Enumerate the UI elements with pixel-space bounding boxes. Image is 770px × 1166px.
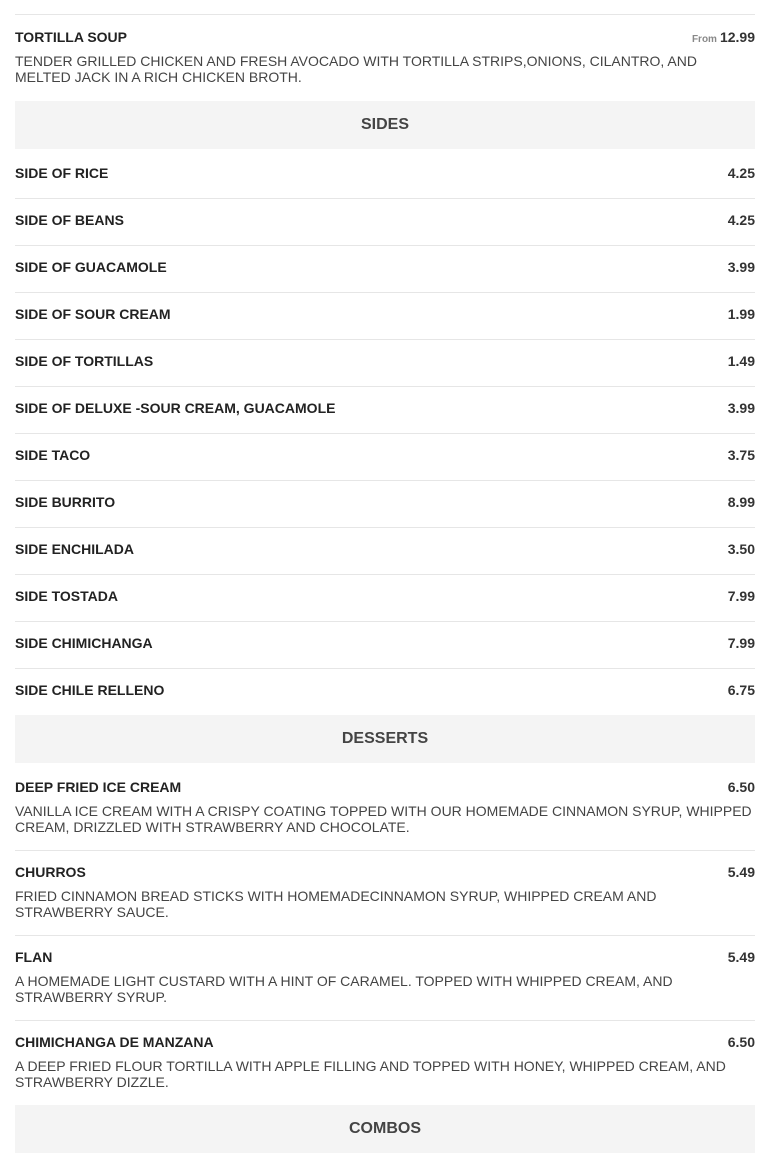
menu-item[interactable] (15, 149, 755, 199)
menu-item[interactable] (15, 528, 755, 575)
item-row (15, 494, 755, 512)
item-row (15, 588, 755, 606)
item-name: DEEP FRIED ICE CREAM (15, 779, 182, 795)
item-row (15, 541, 755, 559)
section-items (15, 763, 755, 1105)
section-header-sides: SIDES (15, 101, 755, 149)
item-row (15, 635, 755, 653)
item-price: 8.99 (727, 494, 755, 510)
item-description: A DEEP FRIED FLOUR TORTILLA WITH APPLE FILLING AND TOPPED WITH HONEY, WHIPPED CREAM, AND STRAWBERRY DIZZLE. (15, 1058, 726, 1090)
item-name: SIDE OF BEANS (15, 212, 124, 228)
item-name: SIDE OF DELUXE -SOUR CREAM, GUACAMOLE (15, 400, 336, 416)
item-name: SIDE ENCHILADA (15, 541, 135, 557)
item-row (15, 447, 755, 465)
item-name: SIDE TACO (15, 447, 91, 463)
item-price: 6.50 (727, 779, 755, 795)
item-row (15, 212, 755, 230)
item-price: 4.25 (727, 212, 755, 228)
item-row (15, 259, 755, 277)
menu-item[interactable] (15, 1021, 755, 1105)
item-price: 1.49 (727, 353, 755, 369)
menu-item[interactable] (15, 434, 755, 481)
item-name: SIDE OF TORTILLAS (15, 353, 154, 369)
item-row (15, 779, 755, 797)
item-name: SIDE OF GUACAMOLE (15, 259, 167, 275)
menu-item[interactable] (15, 293, 755, 340)
item-price: 3.50 (727, 541, 755, 557)
section-header-desserts: DESSERTS (15, 715, 755, 763)
item-name: SIDE CHILE RELLENO (15, 682, 165, 698)
item-name: CHIMICHANGA DE MANZANA (15, 1034, 214, 1050)
item-row (15, 864, 755, 882)
menu (15, 0, 755, 1153)
menu-item[interactable] (15, 246, 755, 293)
item-row (15, 29, 755, 47)
item-row (15, 949, 755, 967)
item-name: CHURROS (15, 864, 86, 880)
item-price: 5.49 (727, 864, 755, 880)
item-name: SIDE CHIMICHANGA (15, 635, 153, 651)
item-price: 4.25 (727, 165, 755, 181)
item-row (15, 682, 755, 700)
menu-item[interactable] (15, 340, 755, 387)
item-name: FLAN (15, 949, 53, 965)
price-prefix: From (691, 34, 717, 45)
item-description: FRIED CINNAMON BREAD STICKS WITH HOMEMADECINNAMON SYRUP, WHIPPED CREAM AND STRAWBERRY SAUCE. (15, 888, 657, 920)
menu-item[interactable] (15, 669, 755, 715)
menu-sections (15, 101, 755, 1153)
menu-item[interactable] (15, 387, 755, 434)
menu-item[interactable] (15, 481, 755, 528)
menu-item[interactable] (15, 936, 755, 1021)
item-row (15, 400, 755, 418)
item-description: VANILLA ICE CREAM WITH A CRISPY COATING TOPPED WITH OUR HOMEMADE CINNAMON SYRUP, WHIPPED CREAM, DRIZZLED WITH STRAWBERRY AND CHOCOLATE. (15, 803, 752, 835)
item-price: 3.75 (727, 447, 755, 463)
item-row (15, 1034, 755, 1052)
item-name: TORTILLA SOUP (15, 29, 127, 45)
item-name: SIDE OF SOUR CREAM (15, 306, 171, 322)
item-price: 6.75 (727, 682, 755, 698)
divider (15, 0, 755, 15)
price-value: 12.99 (719, 29, 755, 45)
item-row (15, 353, 755, 371)
item-price: 3.99 (727, 400, 755, 416)
item-price: 1.99 (727, 306, 755, 322)
section-header-combos: COMBOS (15, 1105, 755, 1153)
item-price (692, 29, 755, 45)
item-description: TENDER GRILLED CHICKEN AND FRESH AVOCADO WITH TORTILLA STRIPS,ONIONS, CILANTRO, AND MELTED JACK IN A RICH CHICKEN BROTH. (15, 53, 697, 85)
menu-item[interactable] (15, 851, 755, 936)
item-price: 3.99 (727, 259, 755, 275)
item-row (15, 165, 755, 183)
item-price: 5.49 (727, 949, 755, 965)
menu-item[interactable] (15, 199, 755, 246)
item-name: SIDE TOSTADA (15, 588, 118, 604)
menu-item[interactable] (15, 622, 755, 669)
section-items (15, 149, 755, 715)
menu-item-tortilla-soup[interactable] (15, 15, 755, 101)
item-row (15, 306, 755, 324)
item-description: A HOMEMADE LIGHT CUSTARD WITH A HINT OF CARAMEL. TOPPED WITH WHIPPED CREAM, AND STRAWBERRY SYRUP. (15, 973, 673, 1005)
item-price: 6.50 (727, 1034, 755, 1050)
menu-item[interactable] (15, 763, 755, 851)
item-price: 7.99 (727, 588, 755, 604)
item-price: 7.99 (727, 635, 755, 651)
item-name: SIDE OF RICE (15, 165, 109, 181)
menu-item[interactable] (15, 575, 755, 622)
item-name: SIDE BURRITO (15, 494, 116, 510)
